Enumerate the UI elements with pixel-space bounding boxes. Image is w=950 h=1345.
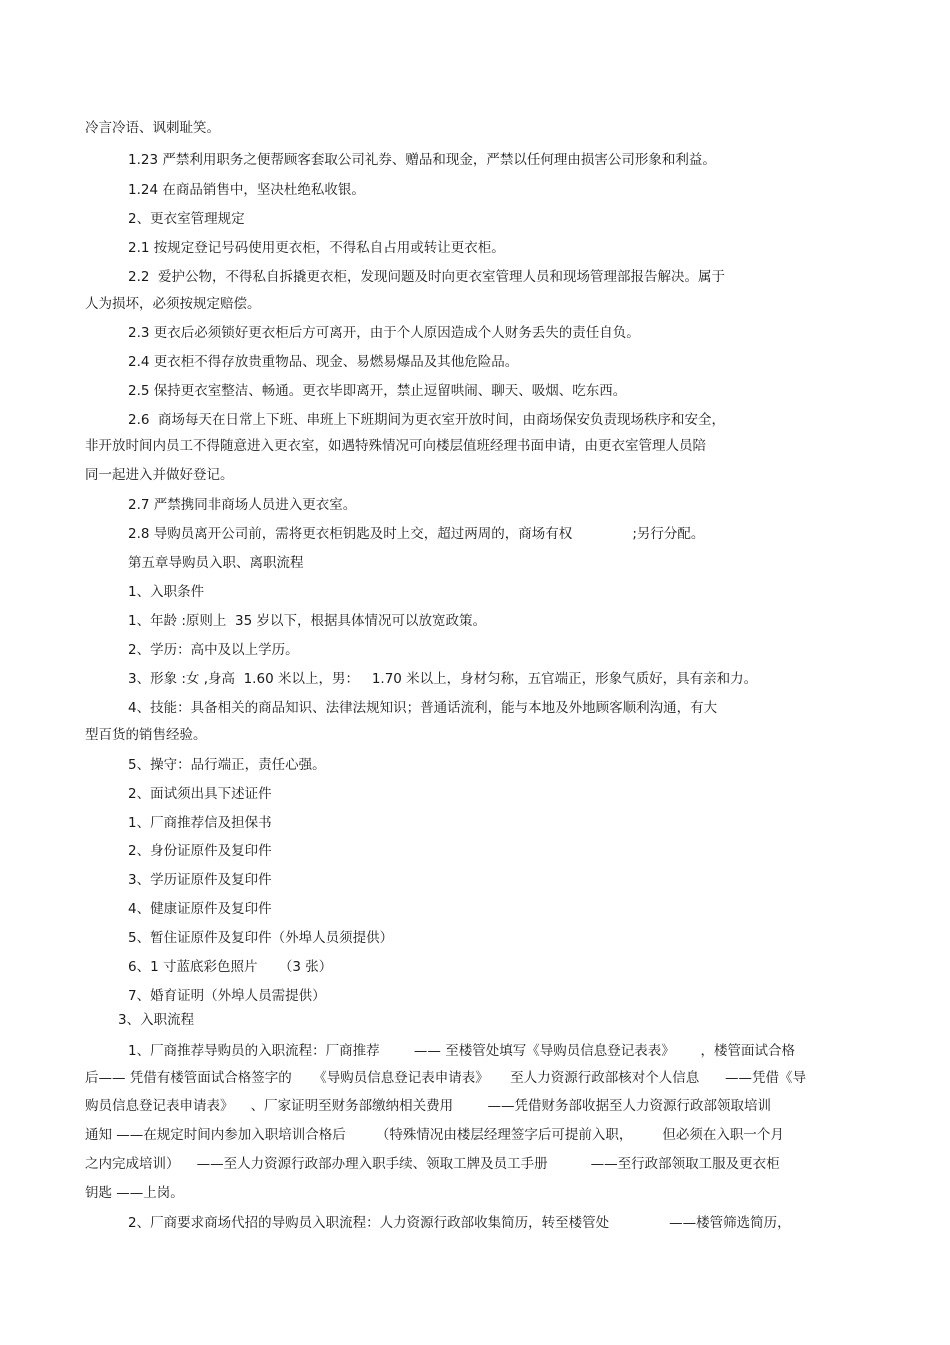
text-line: 1.24 在商品销售中，坚决杜绝私收银。 — [128, 182, 365, 198]
text-line: 5、暂住证原件及复印件（外埠人员须提供） — [128, 930, 394, 946]
text-line: 钥匙 ——上岗。 — [85, 1185, 184, 1201]
text-line: 2.4 更衣柜不得存放贵重物品、现金、易燃易爆品及其他危险品。 — [128, 354, 519, 370]
section-heading: 3、入职流程 — [118, 1012, 195, 1028]
text-line: 2.3 更衣后必须锁好更衣柜后方可离开，由于个人原因造成个人财务丢失的责任自负。 — [128, 325, 640, 341]
text-line: 型百货的销售经验。 — [85, 727, 207, 743]
text-line: 2.6 商场每天在日常上下班、串班上下班期间为更衣室开放时间，由商场保安负责现场秩序和安全， — [128, 412, 726, 428]
text-line: 1、厂商推荐导购员的入职流程：厂商推荐 —— 至楼管处填写《导购员信息登记表表》 ，楼管面试合格 — [128, 1043, 795, 1059]
text-line: 冷言冷语、讽刺耻笑。 — [85, 120, 220, 136]
text-line: 1.23 严禁利用职务之便帮顾客套取公司礼券、赠品和现金，严禁以任何理由损害公司形象和利益。 — [128, 152, 716, 168]
text-line: 人为损坏，必须按规定赔偿。 — [85, 296, 261, 312]
text-line: 购员信息登记表申请表》 、厂家证明至财务部缴纳相关费用 ——凭借财务部收据至人力资源行政部领取培训 — [85, 1098, 771, 1114]
text-line: 后—— 凭借有楼管面试合格签字的 《导购员信息登记表申请表》 至人力资源行政部核对个人信息 ——凭借《导 — [85, 1070, 806, 1086]
text-line: 2、更衣室管理规定 — [128, 211, 245, 227]
text-line: 2.8 导购员离开公司前，需将更衣柜钥匙及时上交，超过两周的，商场有权 ;另行分配。 — [128, 526, 705, 542]
text-line: 5、操守：品行端正，责任心强。 — [128, 757, 326, 773]
text-line: 4、健康证原件及复印件 — [128, 901, 272, 917]
text-line: 2.1 按规定登记号码使用更衣柜，不得私自占用或转让更衣柜。 — [128, 240, 505, 256]
text-line: 1、年龄 :原则上 35 岁以下，根据具体情况可以放宽政策。 — [128, 613, 486, 629]
text-line: 2.2 爱护公物，不得私自拆撬更衣柜，发现问题及时向更衣室管理人员和现场管理部报告解决。属于 — [128, 269, 726, 285]
text-line: 通知 ——在规定时间内参加入职培训合格后 （特殊情况由楼层经理签字后可提前入职， 但必须在入职一个月 — [85, 1127, 784, 1143]
text-line: 2.7 严禁携同非商场人员进入更衣室。 — [128, 497, 357, 513]
section-heading: 1、入职条件 — [128, 584, 205, 600]
text-line: 4、技能：具备相关的商品知识、法律法规知识；普通话流利，能与本地及外地顾客顺利沟通，有大 — [128, 700, 718, 716]
text-line: 2、厂商要求商场代招的导购员入职流程：人力资源行政部收集简历，转至楼管处 ——楼管筛选简历， — [128, 1215, 791, 1231]
text-line: 6、1 寸蓝底彩色照片 （3 张） — [128, 959, 333, 975]
text-line: 同一起进入并做好登记。 — [85, 467, 234, 483]
section-heading: 2、面试须出具下述证件 — [128, 786, 272, 802]
text-line: 2、学历：高中及以上学历。 — [128, 642, 299, 658]
text-line: 非开放时间内员工不得随意进入更衣室，如遇特殊情况可向楼层值班经理书面申请，由更衣室管理人员陪 — [85, 438, 706, 454]
text-line: 1、厂商推荐信及担保书 — [128, 815, 272, 831]
chapter-heading: 第五章导购员入职、离职流程 — [128, 555, 304, 571]
text-line: 3、形象 :女 ,身高 1.60 米以上，男： 1.70 米以上，身材匀称，五官端正，形象气质好，具有亲和力。 — [128, 671, 758, 687]
text-line: 3、学历证原件及复印件 — [128, 872, 272, 888]
text-line: 2.5 保持更衣室整洁、畅通。更衣毕即离开，禁止逗留哄闹、聊天、吸烟、吃东西。 — [128, 383, 627, 399]
text-line: 7、婚育证明（外埠人员需提供） — [128, 988, 326, 1004]
text-line: 之内完成培训） ——至人力资源行政部办理入职手续、领取工牌及员工手册 ——至行政部领取工服及更衣柜 — [85, 1156, 780, 1172]
text-line: 2、身份证原件及复印件 — [128, 843, 272, 859]
